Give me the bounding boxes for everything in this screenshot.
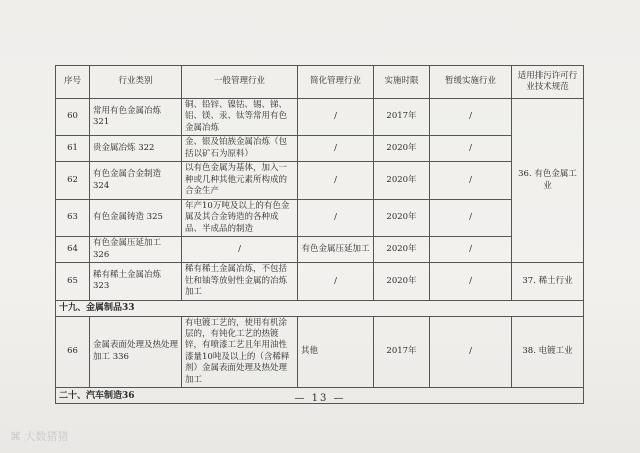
header-category: 行业类别 [90,66,182,99]
row-spec: 38. 电镀工业 [512,316,584,388]
row-simplified: / [298,136,374,162]
row-general: 铜、铅锌、镍钴、锡、锑、铝、镁、汞、钛等常用有色金属冶炼 [182,99,298,136]
header-simplified: 简化管理行业 [298,66,374,99]
row-date: 2020年 [374,136,430,162]
page-number: — 13 — [294,393,346,404]
row-simplified: 其他 [298,316,374,388]
row-exempt: / [430,263,512,300]
row-date: 2017年 [374,99,430,136]
table-row [56,99,584,136]
row-exempt: / [430,199,512,236]
row-general: 年产10万吨及以上的有色金属及其合金铸造的各种成品、半成品的制造 [182,199,298,236]
table-row [56,263,584,300]
row-general: 以有色金属为基体，加入一种或几种其他元素所构成的合金生产 [182,162,298,199]
header-spec: 适用排污许可行业技术规范 [512,66,584,99]
section-heading-20: 二十、汽车制造36 [56,388,584,404]
row-category: 有色金属合金制造 324 [90,162,182,199]
row-exempt: / [430,316,512,388]
table-row [56,162,584,199]
row-category: 有色金属铸造 325 [90,199,182,236]
row-no: 61 [56,136,90,162]
industry-table [55,65,584,404]
row-simplified: / [298,99,374,136]
row-no: 64 [56,237,90,263]
row-date: 2017年 [374,316,430,388]
row-no: 62 [56,162,90,199]
header-general: 一般管理行业 [182,66,298,99]
row-simplified: 有色金属压延加工 [298,237,374,263]
row-category: 稀有稀土金属冶炼 323 [90,263,182,300]
section-row [56,300,584,316]
row-no: 60 [56,99,90,136]
row-general: / [182,237,298,263]
watermark: ⌘ 大数猪猪 [10,430,69,443]
row-date: 2020年 [374,263,430,300]
row-exempt: / [430,162,512,199]
row-date: 2020年 [374,199,430,236]
row-date: 2020年 [374,237,430,263]
row-category: 金属表面处理及热处理加工 336 [90,316,182,388]
table-row [56,136,584,162]
header-no: 序号 [56,66,90,99]
row-general: 金、银及铂族金属冶炼（包括以矿石为原料） [182,136,298,162]
header-row [56,66,584,99]
table-row [56,316,584,388]
row-no: 66 [56,316,90,388]
header-date: 实施时限 [374,66,430,99]
section-heading-19: 十九、金属制品33 [56,300,584,316]
row-simplified: / [298,199,374,236]
row-no: 65 [56,263,90,300]
row-simplified: / [298,162,374,199]
row-spec-shared: 36. 有色金属工业 [512,99,584,263]
row-exempt: / [430,99,512,136]
row-category: 有色金属压延加工 326 [90,237,182,263]
header-exempt: 暂缓实施行业 [430,66,512,99]
row-category: 常用有色金属冶炼 321 [90,99,182,136]
row-spec: 37. 稀土行业 [512,263,584,300]
row-general: 有电镀工艺的，使用有机涂层的，有钝化工艺的热镀锌，有喷漆工艺且年用油性漆量10吨及以上的（含稀释剂）金属表面处理及热处理加工 [182,316,298,388]
row-general: 稀有稀土金属冶炼，不包括钍和铀等放射性金属的冶炼加工 [182,263,298,300]
table-row [56,237,584,263]
row-simplified: / [298,263,374,300]
row-exempt: / [430,136,512,162]
row-date: 2020年 [374,162,430,199]
row-no: 63 [56,199,90,236]
row-category: 贵金属冶炼 322 [90,136,182,162]
row-exempt: / [430,237,512,263]
table-row [56,199,584,236]
